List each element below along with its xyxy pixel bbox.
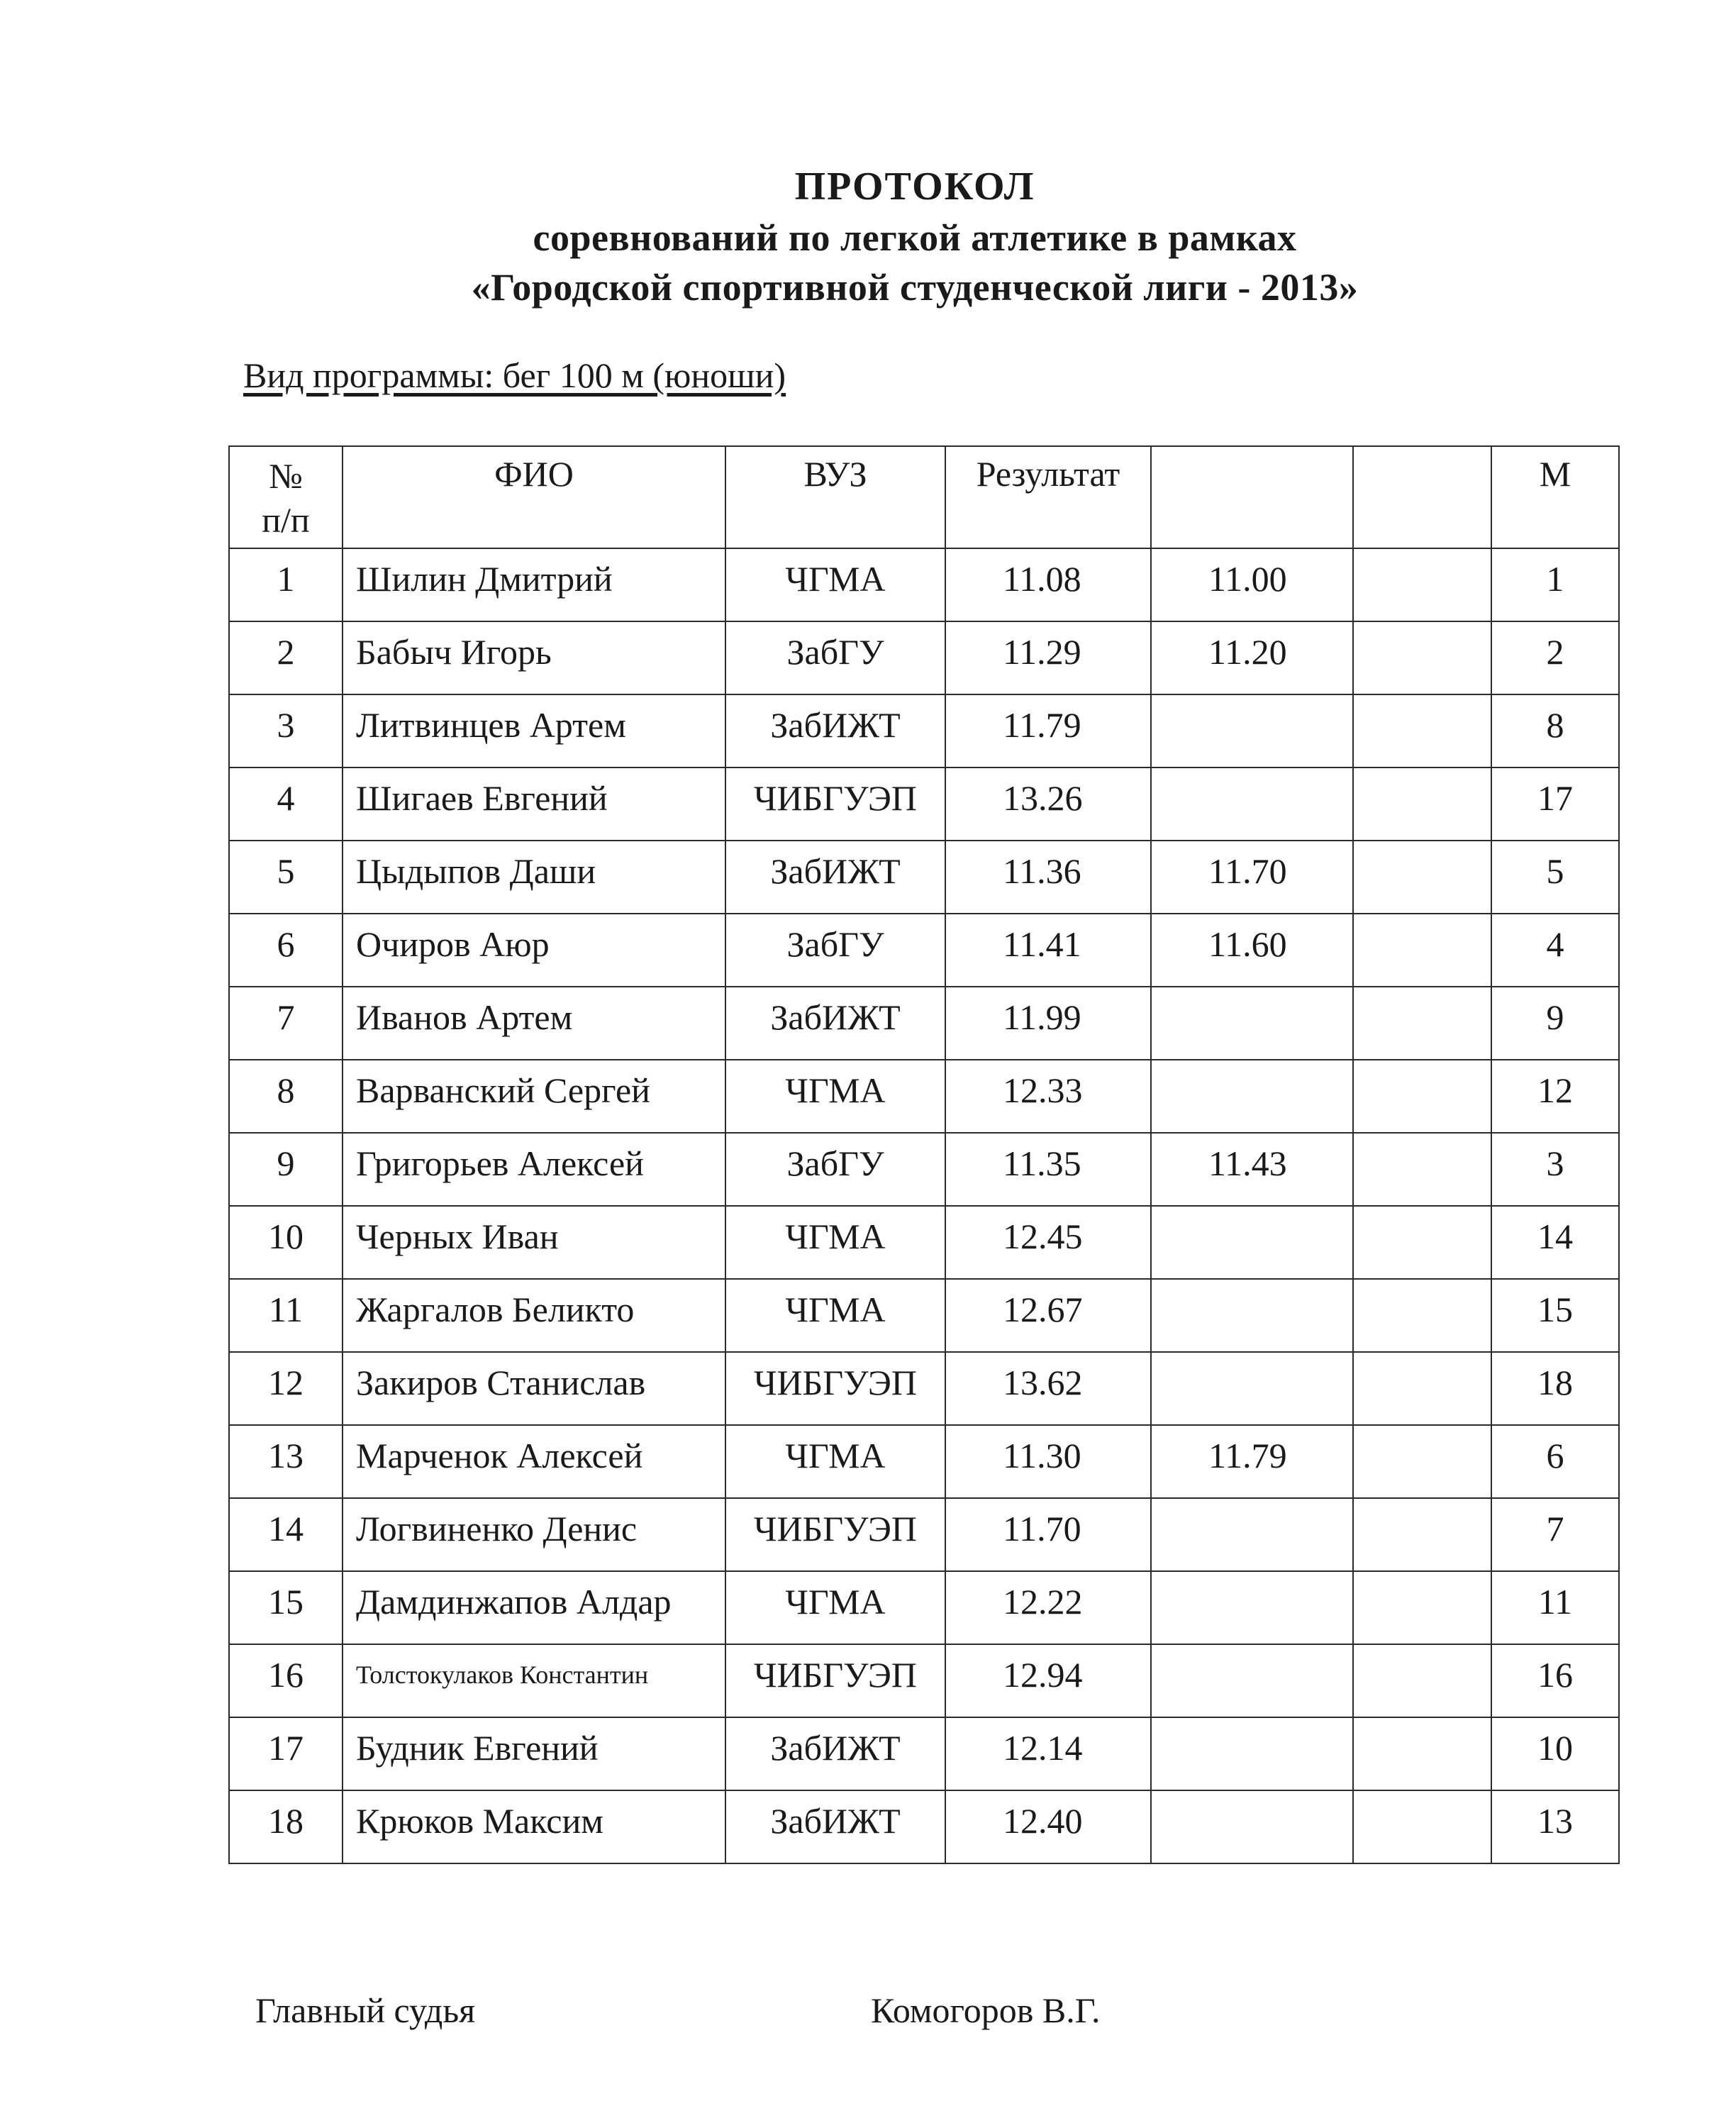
cell-blank <box>1353 1060 1491 1133</box>
cell-place: 5 <box>1491 841 1619 914</box>
header-place: М <box>1491 446 1619 548</box>
cell-name: Очиров Аюр <box>343 914 725 987</box>
cell-place: 1 <box>1491 548 1619 621</box>
header-number-sign: № <box>269 456 303 496</box>
table-row <box>229 1206 1619 1279</box>
cell-blank <box>1353 1717 1491 1790</box>
header-blank <box>1353 446 1491 548</box>
cell-name: Шилин Дмитрий <box>343 548 725 621</box>
cell-result: 11.41 <box>945 914 1151 987</box>
program-type: Вид программы: бег 100 м (юноши) <box>243 355 786 395</box>
cell-blank <box>1353 841 1491 914</box>
table-row <box>229 1425 1619 1498</box>
table-row <box>229 1498 1619 1571</box>
cell-name: Варванский Сергей <box>343 1060 725 1133</box>
cell-place: 2 <box>1491 621 1619 694</box>
cell-final <box>1151 1644 1353 1717</box>
cell-final <box>1151 1717 1353 1790</box>
cell-result: 12.67 <box>945 1279 1151 1352</box>
cell-university: ЗабИЖТ <box>725 987 945 1060</box>
cell-place: 9 <box>1491 987 1619 1060</box>
table-row <box>229 1644 1619 1717</box>
cell-name: Жаргалов Беликто <box>343 1279 725 1352</box>
cell-place: 7 <box>1491 1498 1619 1571</box>
cell-name: Шигаев Евгений <box>343 767 725 841</box>
table-row <box>229 987 1619 1060</box>
cell-blank <box>1353 1425 1491 1498</box>
results-table <box>228 445 1620 1864</box>
cell-university: ЗабИЖТ <box>725 1790 945 1863</box>
cell-result: 11.08 <box>945 548 1151 621</box>
cell-number: 7 <box>229 987 343 1060</box>
cell-number: 1 <box>229 548 343 621</box>
cell-final <box>1151 1571 1353 1644</box>
cell-name: Будник Евгений <box>343 1717 725 1790</box>
cell-final <box>1151 767 1353 841</box>
cell-name: Марченок Алексей <box>343 1425 725 1498</box>
cell-blank <box>1353 694 1491 767</box>
cell-number: 11 <box>229 1279 343 1352</box>
cell-blank <box>1353 767 1491 841</box>
cell-final <box>1151 1060 1353 1133</box>
cell-final: 11.60 <box>1151 914 1353 987</box>
cell-blank <box>1353 987 1491 1060</box>
cell-blank <box>1353 1352 1491 1425</box>
cell-number: 8 <box>229 1060 343 1133</box>
cell-blank <box>1353 1790 1491 1863</box>
cell-final <box>1151 1352 1353 1425</box>
cell-name: Бабыч Игорь <box>343 621 725 694</box>
cell-final <box>1151 1790 1353 1863</box>
cell-place: 11 <box>1491 1571 1619 1644</box>
table-row <box>229 1717 1619 1790</box>
cell-final <box>1151 1498 1353 1571</box>
cell-university: ЧГМА <box>725 1425 945 1498</box>
cell-place: 3 <box>1491 1133 1619 1206</box>
cell-final: 11.20 <box>1151 621 1353 694</box>
cell-result: 11.30 <box>945 1425 1151 1498</box>
cell-university: ЧИБГУЭП <box>725 767 945 841</box>
table-row <box>229 1133 1619 1206</box>
cell-name: Закиров Станислав <box>343 1352 725 1425</box>
cell-name: Толстокулаков Константин <box>343 1644 725 1717</box>
cell-number: 16 <box>229 1644 343 1717</box>
cell-blank <box>1353 1498 1491 1571</box>
cell-final: 11.43 <box>1151 1133 1353 1206</box>
cell-place: 10 <box>1491 1717 1619 1790</box>
cell-number: 13 <box>229 1425 343 1498</box>
cell-name: Крюков Максим <box>343 1790 725 1863</box>
cell-blank <box>1353 548 1491 621</box>
table-row <box>229 621 1619 694</box>
cell-final: 11.70 <box>1151 841 1353 914</box>
cell-name: Логвиненко Денис <box>343 1498 725 1571</box>
cell-university: ЧИБГУЭП <box>725 1644 945 1717</box>
cell-result: 11.79 <box>945 694 1151 767</box>
cell-result: 13.62 <box>945 1352 1151 1425</box>
cell-place: 16 <box>1491 1644 1619 1717</box>
cell-number: 4 <box>229 767 343 841</box>
table-row <box>229 548 1619 621</box>
document-title: ПРОТОКОЛ <box>794 165 1035 209</box>
cell-university: ЧГМА <box>725 1060 945 1133</box>
header-final <box>1151 446 1353 548</box>
cell-blank <box>1353 1644 1491 1717</box>
table-row <box>229 1352 1619 1425</box>
cell-result: 12.33 <box>945 1060 1151 1133</box>
cell-place: 6 <box>1491 1425 1619 1498</box>
cell-blank <box>1353 914 1491 987</box>
cell-result: 12.40 <box>945 1790 1151 1863</box>
cell-place: 4 <box>1491 914 1619 987</box>
title-block <box>0 160 1736 312</box>
cell-university: ЧГМА <box>725 548 945 621</box>
judge-label: Главный судья <box>255 1990 476 2030</box>
cell-university: ЗабГУ <box>725 621 945 694</box>
cell-university: ЗабИЖТ <box>725 1717 945 1790</box>
cell-result: 12.14 <box>945 1717 1151 1790</box>
cell-final <box>1151 694 1353 767</box>
cell-final: 11.79 <box>1151 1425 1353 1498</box>
table-row <box>229 914 1619 987</box>
cell-number: 3 <box>229 694 343 767</box>
cell-university: ЧИБГУЭП <box>725 1352 945 1425</box>
cell-university: ЗабГУ <box>725 914 945 987</box>
cell-name: Григорьев Алексей <box>343 1133 725 1206</box>
cell-university: ЧГМА <box>725 1571 945 1644</box>
cell-university: ЧИБГУЭП <box>725 1498 945 1571</box>
cell-blank <box>1353 621 1491 694</box>
cell-place: 12 <box>1491 1060 1619 1133</box>
table-row <box>229 1060 1619 1133</box>
table-row <box>229 1279 1619 1352</box>
cell-result: 13.26 <box>945 767 1151 841</box>
table-row <box>229 767 1619 841</box>
cell-university: ЧГМА <box>725 1279 945 1352</box>
cell-number: 5 <box>229 841 343 914</box>
document-subtitle-1: соревнований по легкой атлетике в рамках <box>533 216 1297 259</box>
cell-place: 18 <box>1491 1352 1619 1425</box>
cell-number: 17 <box>229 1717 343 1790</box>
cell-blank <box>1353 1279 1491 1352</box>
header-result: Результат <box>945 446 1151 548</box>
cell-blank <box>1353 1571 1491 1644</box>
cell-number: 9 <box>229 1133 343 1206</box>
cell-result: 11.99 <box>945 987 1151 1060</box>
results-body <box>229 548 1619 1863</box>
cell-result: 11.29 <box>945 621 1151 694</box>
cell-blank <box>1353 1206 1491 1279</box>
header-university: ВУЗ <box>725 446 945 548</box>
cell-result: 12.94 <box>945 1644 1151 1717</box>
cell-number: 10 <box>229 1206 343 1279</box>
cell-name: Литвинцев Артем <box>343 694 725 767</box>
cell-university: ЧГМА <box>725 1206 945 1279</box>
cell-final <box>1151 1206 1353 1279</box>
cell-result: 11.70 <box>945 1498 1151 1571</box>
cell-result: 11.36 <box>945 841 1151 914</box>
header-name: ФИО <box>343 446 725 548</box>
cell-number: 18 <box>229 1790 343 1863</box>
cell-place: 13 <box>1491 1790 1619 1863</box>
table-row <box>229 1790 1619 1863</box>
table-header-row <box>229 446 1619 548</box>
cell-name: Иванов Артем <box>343 987 725 1060</box>
cell-university: ЗабИЖТ <box>725 841 945 914</box>
cell-number: 12 <box>229 1352 343 1425</box>
cell-result: 12.45 <box>945 1206 1151 1279</box>
cell-number: 15 <box>229 1571 343 1644</box>
cell-place: 14 <box>1491 1206 1619 1279</box>
cell-final <box>1151 987 1353 1060</box>
cell-result: 11.35 <box>945 1133 1151 1206</box>
table-row <box>229 841 1619 914</box>
cell-blank <box>1353 1133 1491 1206</box>
cell-name: Дамдинжапов Алдар <box>343 1571 725 1644</box>
cell-name: Черных Иван <box>343 1206 725 1279</box>
cell-place: 8 <box>1491 694 1619 767</box>
cell-final: 11.00 <box>1151 548 1353 621</box>
cell-university: ЗабИЖТ <box>725 694 945 767</box>
table-row <box>229 694 1619 767</box>
cell-number: 6 <box>229 914 343 987</box>
cell-place: 17 <box>1491 767 1619 841</box>
cell-result: 12.22 <box>945 1571 1151 1644</box>
table-row <box>229 1571 1619 1644</box>
header-number-pp: п/п <box>262 500 310 540</box>
cell-university: ЗабГУ <box>725 1133 945 1206</box>
document-subtitle-2: «Городской спортивной студенческой лиги - 2013» <box>471 266 1359 309</box>
cell-number: 2 <box>229 621 343 694</box>
cell-final <box>1151 1279 1353 1352</box>
cell-place: 15 <box>1491 1279 1619 1352</box>
header-number <box>229 446 343 548</box>
cell-number: 14 <box>229 1498 343 1571</box>
cell-name: Цыдыпов Даши <box>343 841 725 914</box>
judge-name: Комогоров В.Г. <box>871 1990 1101 2030</box>
